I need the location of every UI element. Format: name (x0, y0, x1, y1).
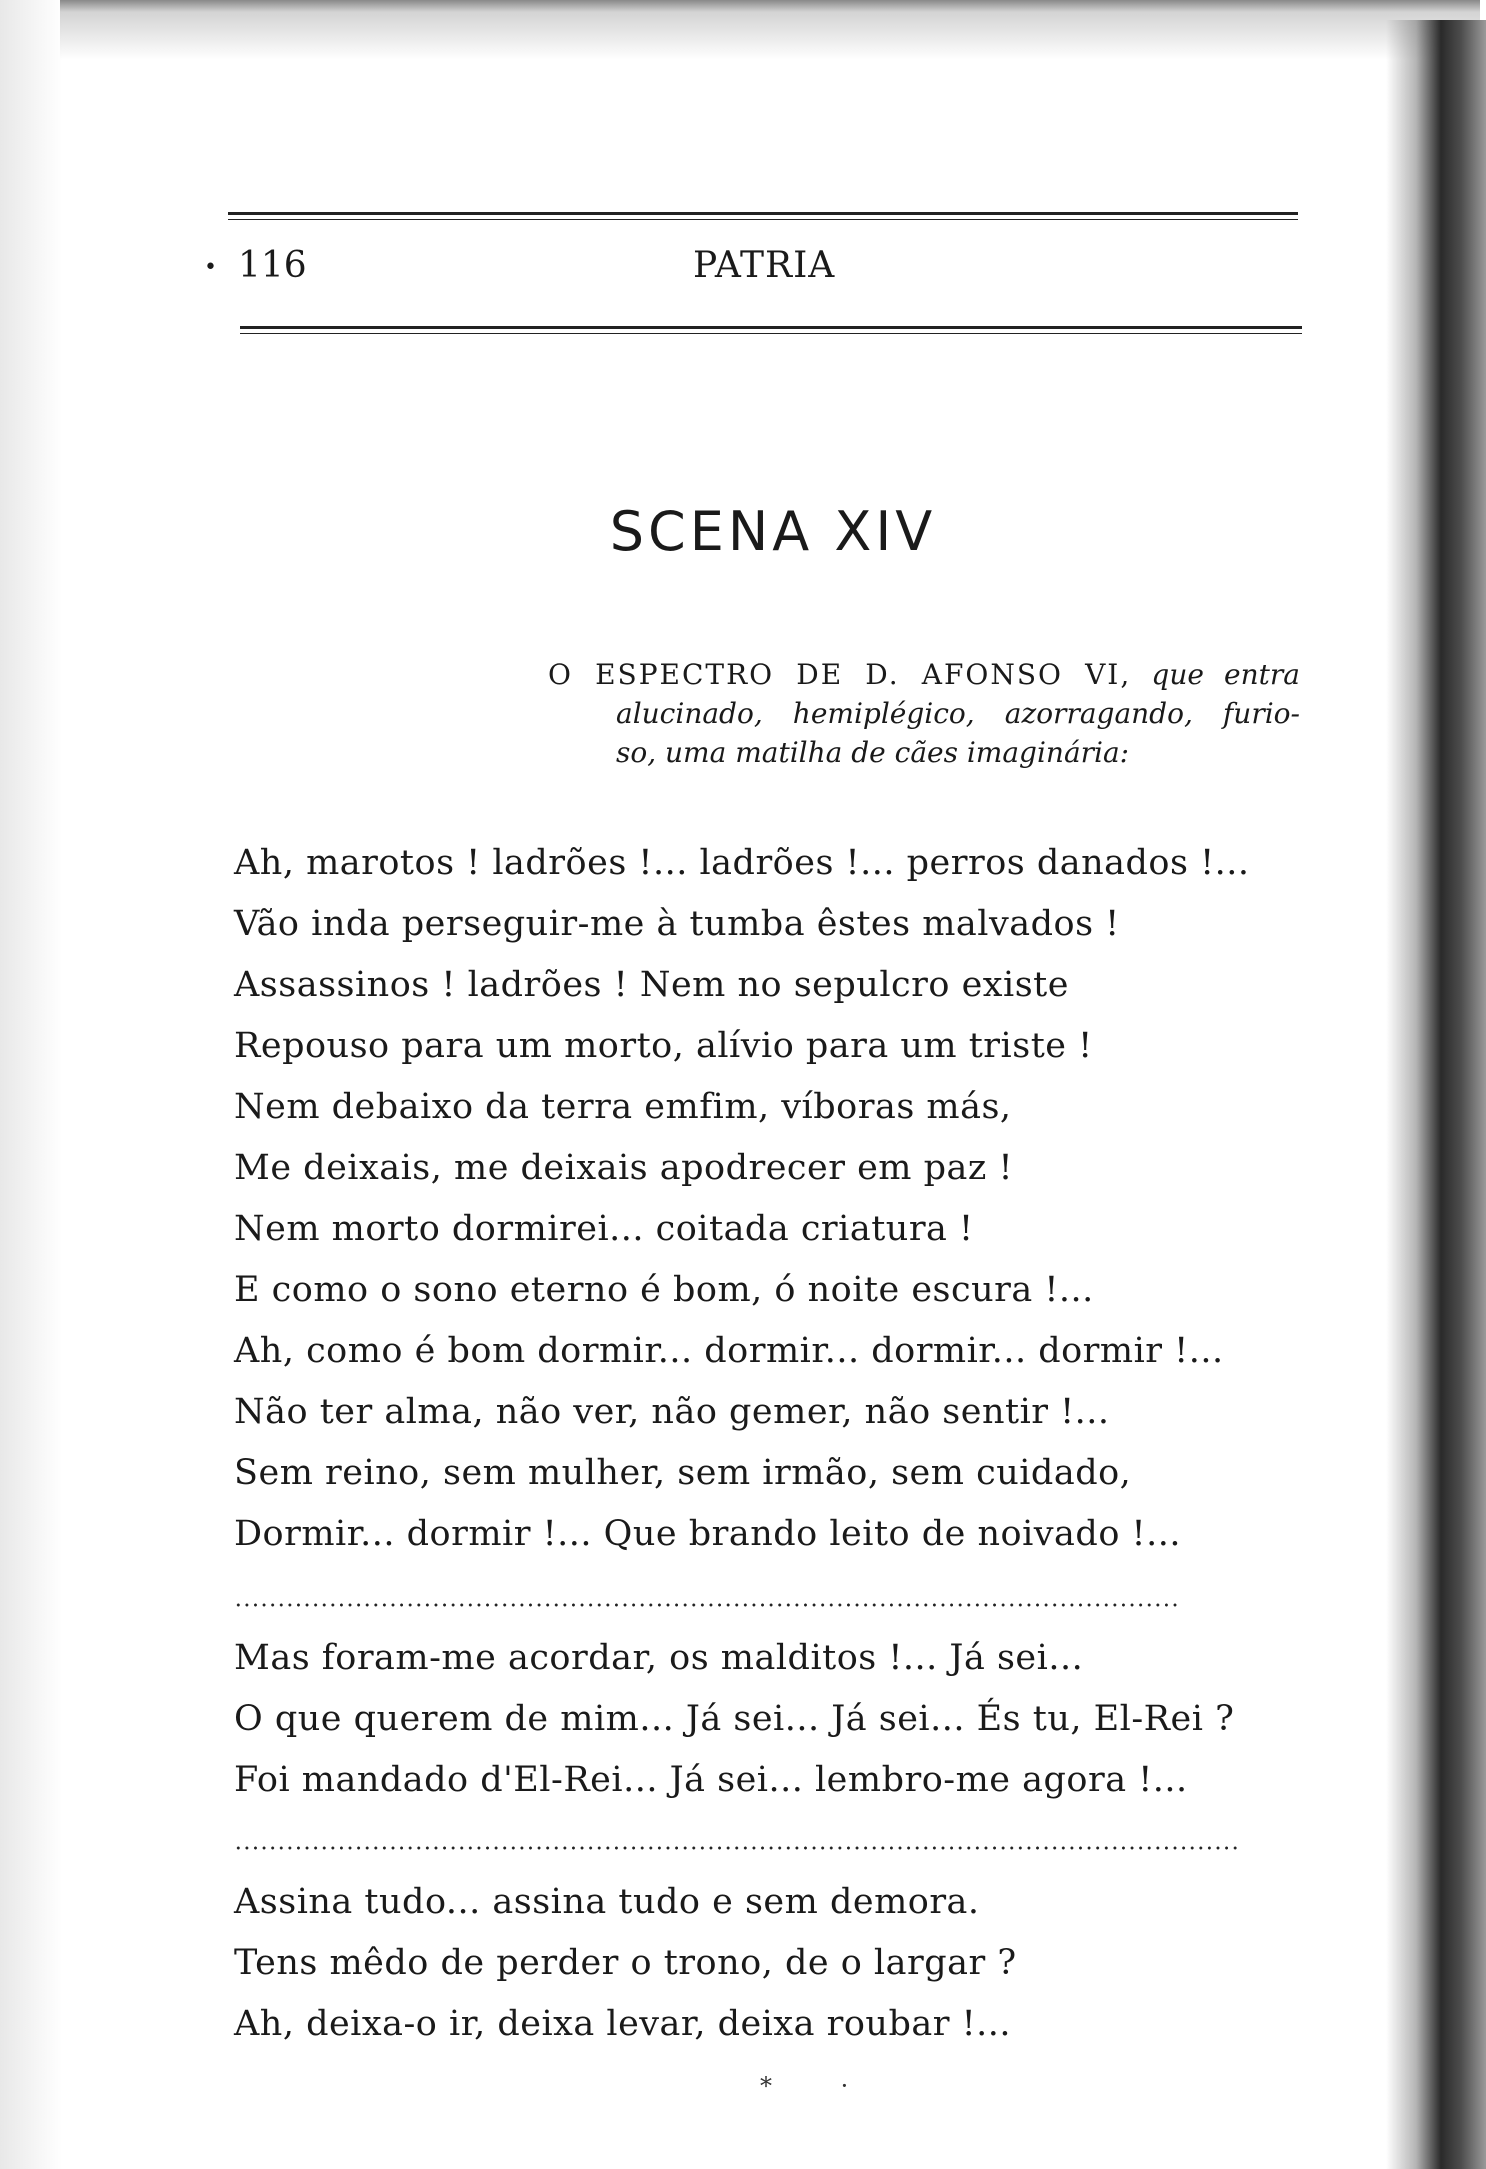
stage-direction-line-3: so, uma matilha de cães imaginária: (616, 736, 1130, 769)
verse-line: Tens mêdo de perder o trono, de o largar ? (234, 1943, 1017, 1983)
verse-line: Foi mandado d'El-Rei... Já sei... lembro-me agora !... (234, 1760, 1188, 1800)
stage-direction (548, 655, 1300, 772)
scan-top-edge (60, 0, 1480, 60)
stage-direction-italic-1: que entra (1151, 658, 1300, 691)
verse-block-1 (234, 833, 1250, 1565)
stage-direction-line-2: alucinado, hemiplégico, azorragando, furio- (616, 697, 1300, 730)
verse-line: Vão inda perseguir-me à tumba êstes malvados ! (234, 904, 1120, 944)
scan-left-margin (0, 0, 62, 2169)
header-rule-top (228, 212, 1298, 220)
running-head (204, 245, 1298, 295)
verse-line: Ah, marotos ! ladrões !... ladrões !... perros danados !... (234, 843, 1250, 883)
scene-heading: SCENA XIV (609, 500, 937, 563)
verse-line: Mas foram-me acordar, os malditos !... Já sei... (234, 1638, 1084, 1678)
header-rule-bottom (240, 326, 1302, 334)
verse-line: Assassinos ! ladrões ! Nem no sepulcro existe (234, 965, 1069, 1005)
page-number: 116 (238, 245, 307, 286)
verse-line: Ah, como é bom dormir... dormir... dormir... dormir !... (234, 1331, 1224, 1371)
verse-line: Dormir... dormir !... Que brando leito de noivado !... (234, 1514, 1181, 1554)
ellipsis-separator-2 (234, 1846, 1238, 1850)
bullet-mark: • (204, 255, 217, 280)
verse-line: Me deixais, me deixais apodrecer em paz ! (234, 1148, 1014, 1188)
verse-block-2 (234, 1628, 1234, 1811)
verse-line: Não ter alma, não ver, não gemer, não sentir !... (234, 1392, 1110, 1432)
ellipsis-separator-1 (234, 1603, 1178, 1607)
verse-block-3 (234, 1872, 1017, 2055)
verse-line: Nem morto dormirei... coitada criatura ! (234, 1209, 974, 1249)
ink-specks: * · (760, 2072, 849, 2100)
book-binding-shadow (1386, 20, 1486, 2169)
verse-line: Sem reino, sem mulher, sem irmão, sem cuidado, (234, 1453, 1132, 1493)
verse-line: Assina tudo... assina tudo e sem demora. (234, 1882, 980, 1922)
verse-line: Repouso para um morto, alívio para um triste ! (234, 1026, 1093, 1066)
stage-direction-line-1 (548, 655, 1300, 694)
verse-line: Nem debaixo da terra emfim, víboras más, (234, 1087, 1012, 1127)
verse-line: E como o sono eterno é bom, ó noite escura !... (234, 1270, 1094, 1310)
speaker-name: O ESPECTRO DE D. AFONSO VI, (548, 658, 1132, 691)
running-title: PATRIA (693, 245, 836, 286)
verse-line: O que querem de mim... Já sei... Já sei... És tu, El-Rei ? (234, 1699, 1235, 1739)
verse-line: Ah, deixa-o ir, deixa levar, deixa roubar !... (234, 2004, 1012, 2044)
